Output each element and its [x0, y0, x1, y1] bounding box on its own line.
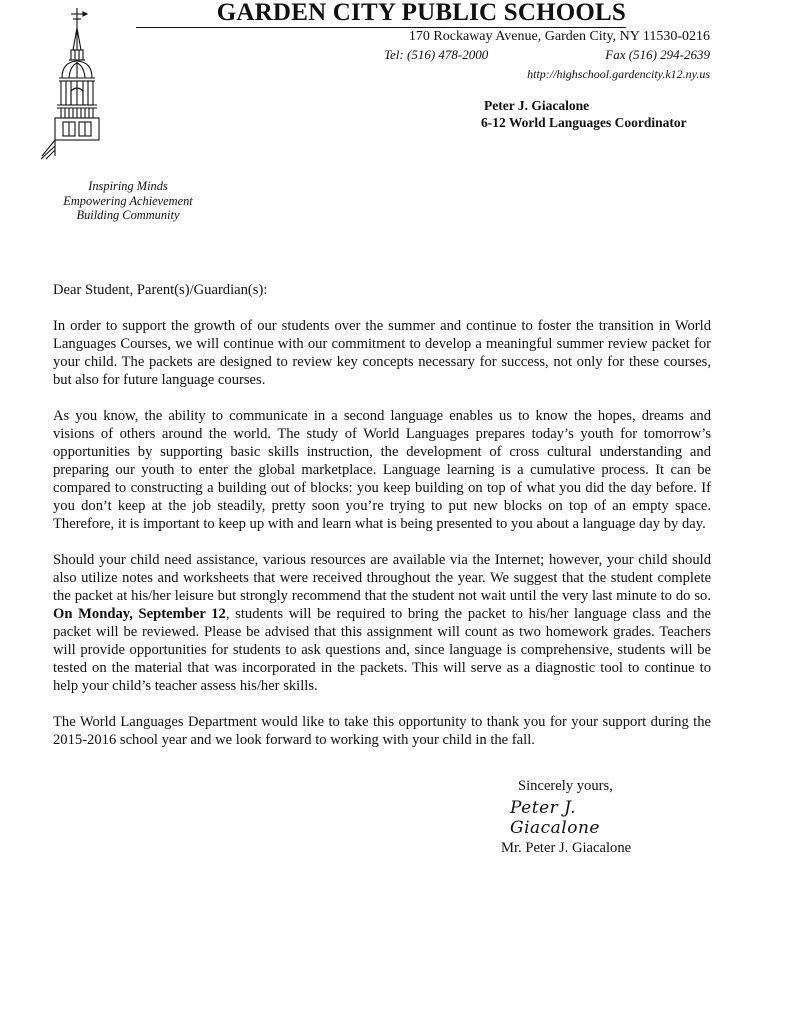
letter-paragraph: [53, 551, 711, 695]
school-address: 170 Rockaway Avenue, Garden City, NY 11530-0216: [408, 29, 710, 44]
coordinator-title: 6-12 World Languages Coordinator: [481, 115, 687, 130]
letter-paragraph: In order to support the growth of our students over the summer and continue to foster the transition in World Languages Courses, we will continue with our commitment to develop a meaningful summer review packet for your child. The packets are designed to review key concepts necessary for success, not only for these courses, but also for future language courses.: [53, 318, 711, 388]
letter-closing: [501, 777, 661, 857]
school-name: GARDEN CITY PUBLIC SCHOOLS: [216, 0, 626, 26]
school-motto: [50, 179, 206, 223]
coordinator-name: Peter J. Giacalone: [484, 98, 590, 113]
motto-line: Building Community: [76, 208, 180, 222]
motto-line: Empowering Achievement: [63, 193, 193, 208]
due-date-emphasis: On Monday, September 12: [53, 606, 226, 622]
motto-line: Inspiring Minds: [88, 179, 168, 193]
valediction: Sincerely yours,: [518, 778, 613, 794]
salutation: Dear Student, Parent(s)/Guardian(s):: [53, 282, 268, 298]
paragraph-text: , students will be required to bring the packet to his/her language class and the packet will be reviewed. Please be advised that this assignment will count as two homework grades. Teachers will provide opportunities for students to ask questions and, since language is comprehensive, students will be tested on the material that was incorporated in the packets. This will serve as a diagnostic tool to continue to help your child’s teacher assess his/her skills.: [53, 606, 711, 694]
handwritten-signature: Peter J. Giacalone: [510, 798, 600, 838]
school-telephone: Tel: (516) 478-2000: [384, 47, 489, 62]
letter-paragraph: The World Languages Department would like to take this opportunity to thank you for your support during the 2015-2016 school year and we look forward to working with your child in the fall.: [53, 714, 711, 748]
bell-tower-cupola-icon: [40, 6, 100, 160]
school-website: http://highschool.gardencity.k12.ny.us: [527, 67, 710, 81]
letter-paragraph: As you know, the ability to communicate in a second language enables us to know the hopes, dreams and visions of others around the world. The study of World Languages prepares today’s youth for tomorrow’s opportunities by supporting basic skills instruction, the development of cross cultural understanding and preparing our youth to enter the global marketplace. Language learning is a cumulative process. It can be compared to constructing a building out of blocks: you keep building on top of what you did the day before. If you don’t keep at the job steadily, pretty soon you’re trying to put new blocks on top of an empty space. Therefore, it is important to keep up with and learn what is being presented to you about a language day by day.: [53, 408, 711, 532]
typed-name: Mr. Peter J. Giacalone: [501, 840, 632, 856]
school-fax: Fax (516) 294-2639: [605, 47, 710, 62]
paragraph-text: Should your child need assistance, various resources are available via the Internet; however, your child should also utilize notes and worksheets that were received throughout the year. We suggest that the student complete the packet at his/her leisure but strongly recommend that the student not wait until the very last minute to do so.: [53, 552, 711, 604]
letter-body: [53, 281, 711, 767]
